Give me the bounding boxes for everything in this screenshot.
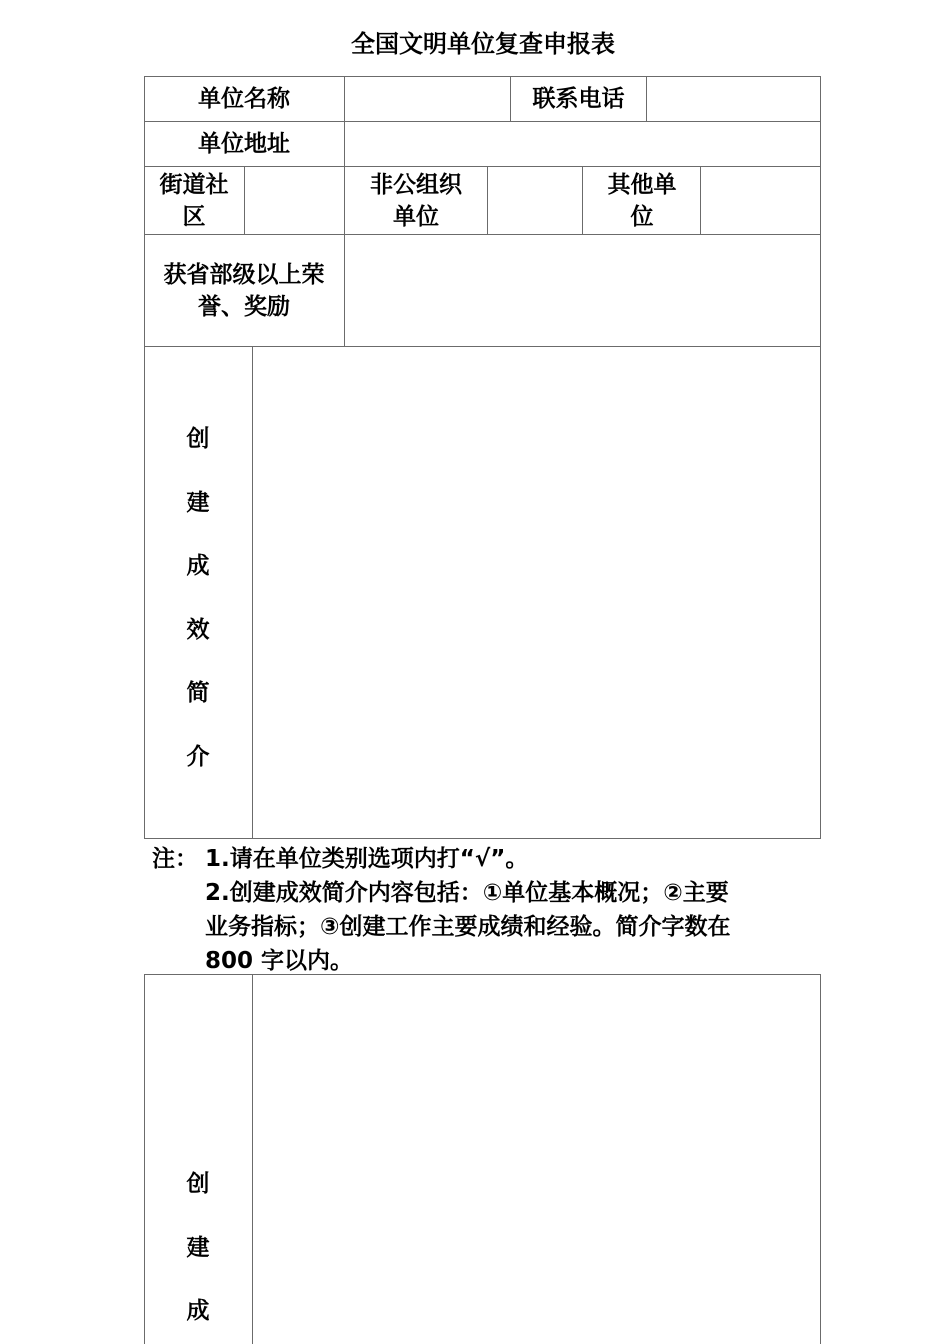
honors-field[interactable] — [345, 235, 820, 346]
achievement-label-char: 创 — [186, 1171, 210, 1197]
non-public-org-label: 非公组织单位 — [370, 171, 462, 230]
table-border-right — [820, 76, 821, 839]
achievement-label-char: 建 — [186, 490, 210, 516]
phone-field[interactable] — [647, 77, 820, 121]
street-community-label: 街道社区 — [159, 171, 229, 230]
col-divider — [344, 166, 345, 234]
col-divider — [582, 166, 583, 234]
other-unit-checkbox-cell[interactable] — [701, 167, 820, 234]
unit-name-label: 单位名称 — [198, 86, 290, 112]
achievement-label-char: 介 — [186, 744, 210, 770]
achievement-label-char: 成 — [186, 1298, 210, 1324]
achievement-label-char: 建 — [186, 1235, 210, 1261]
phone-label: 联系电话 — [532, 86, 625, 112]
address-field[interactable] — [345, 122, 820, 166]
note-line-3: 业务指标；③创建工作主要成绩和经验。简介字数在 — [205, 914, 731, 940]
achievement-label-char: 创 — [186, 426, 210, 452]
notes-prefix: 注： — [152, 846, 198, 872]
other-unit-label: 其他单位 — [607, 171, 677, 230]
table-border-right — [820, 974, 821, 1344]
achievement-label-char: 效 — [186, 617, 210, 643]
non-public-org-checkbox-cell[interactable] — [488, 167, 582, 234]
achievement-label-page2 — [144, 975, 252, 1344]
note-line-2: 2.创建成效简介内容包括：①单位基本概况；②主要 — [205, 880, 729, 906]
note-line-4: 800 字以内。 — [205, 948, 354, 974]
achievement-label-char: 成 — [186, 553, 210, 579]
achievement-field[interactable] — [253, 347, 820, 838]
achievement-field-page2[interactable] — [253, 975, 820, 1344]
achievement-label-char: 简 — [186, 680, 210, 706]
street-community-checkbox-cell[interactable] — [245, 167, 344, 234]
page-title: 全国文明单位复查申报表 — [351, 30, 615, 58]
table-border-bottom — [144, 838, 821, 839]
achievement-label — [144, 347, 252, 838]
address-label: 单位地址 — [198, 131, 290, 157]
unit-name-field[interactable] — [345, 77, 510, 121]
honors-label: 获省部级以上荣誉、奖励 — [163, 261, 325, 320]
note-line-1: 1.请在单位类别选项内打“√”。 — [205, 846, 529, 872]
